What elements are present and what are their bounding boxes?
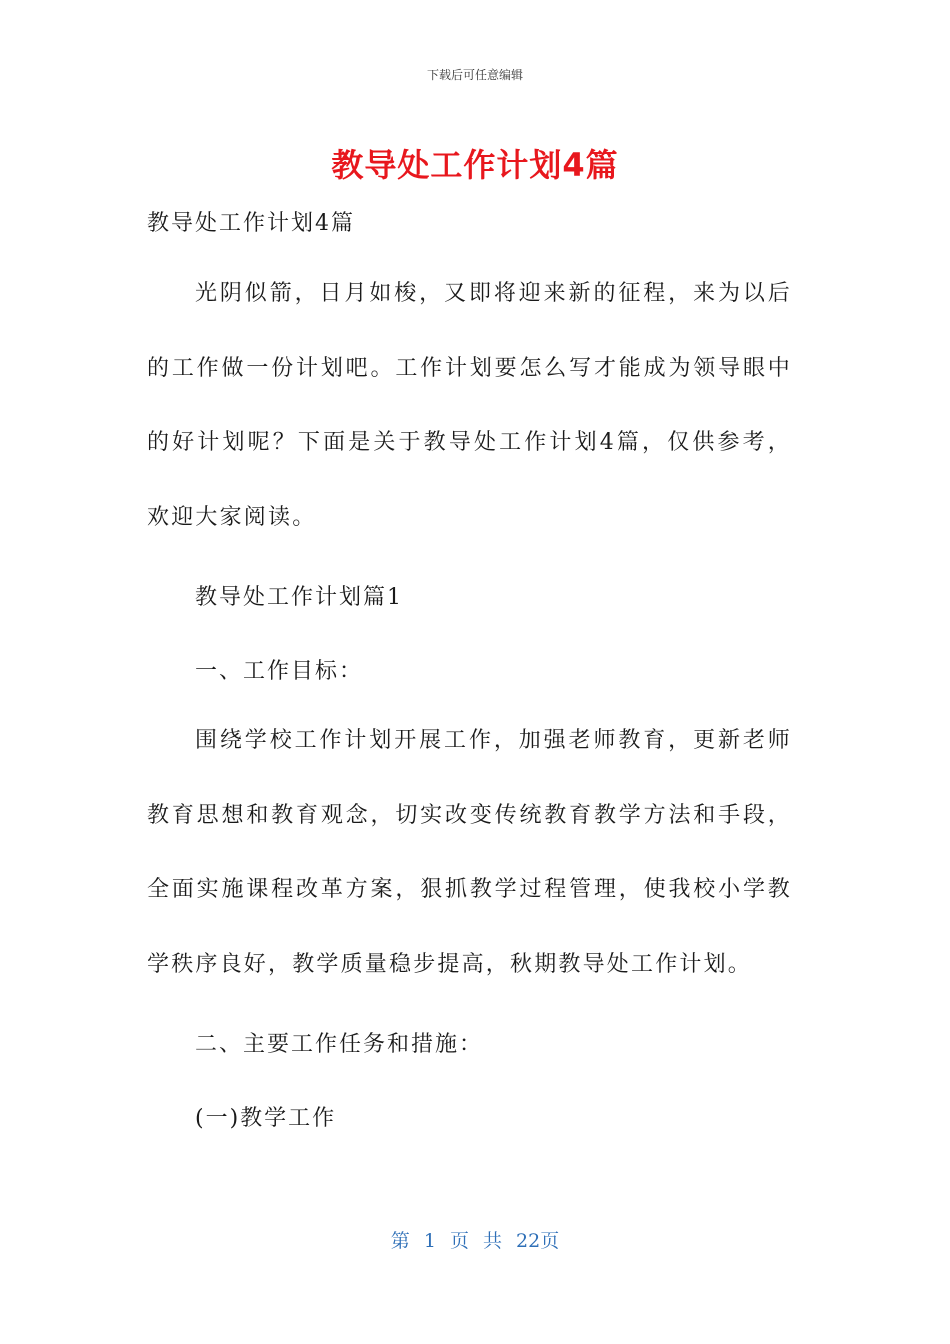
subtitle-line: 教导处工作计划4篇 — [147, 211, 355, 236]
goal-paragraph: 围绕学校工作计划开展工作，加强老师教育，更新老师教育思想和教育观念，切实改变传统教育教学方法和手段，全面实施课程改革方案，狠抓教学过程管理，使我校小学教学秩序良好，教学质量稳步提高，秋期教导处工作计划。 — [147, 728, 792, 977]
page-footer: 第 1 页 共 22页 — [390, 1230, 560, 1252]
heading-teaching: (一)教学工作 — [195, 1106, 337, 1131]
page-title: 教导处工作计划4篇 — [331, 146, 619, 184]
header-note: 下载后可任意编辑 — [426, 68, 523, 82]
intro-paragraph: 光阴似箭，日月如梭，又即将迎来新的征程，来为以后的工作做一份计划吧。工作计划要怎么写才能成为领导眼中的好计划呢？下面是关于教导处工作计划4篇，仅供参考，欢迎大家阅读。 — [147, 281, 792, 530]
heading-goals: 一、工作目标： — [195, 659, 364, 684]
heading-tasks: 二、主要工作任务和措施： — [195, 1032, 484, 1057]
section-title: 教导处工作计划篇1 — [195, 585, 403, 610]
